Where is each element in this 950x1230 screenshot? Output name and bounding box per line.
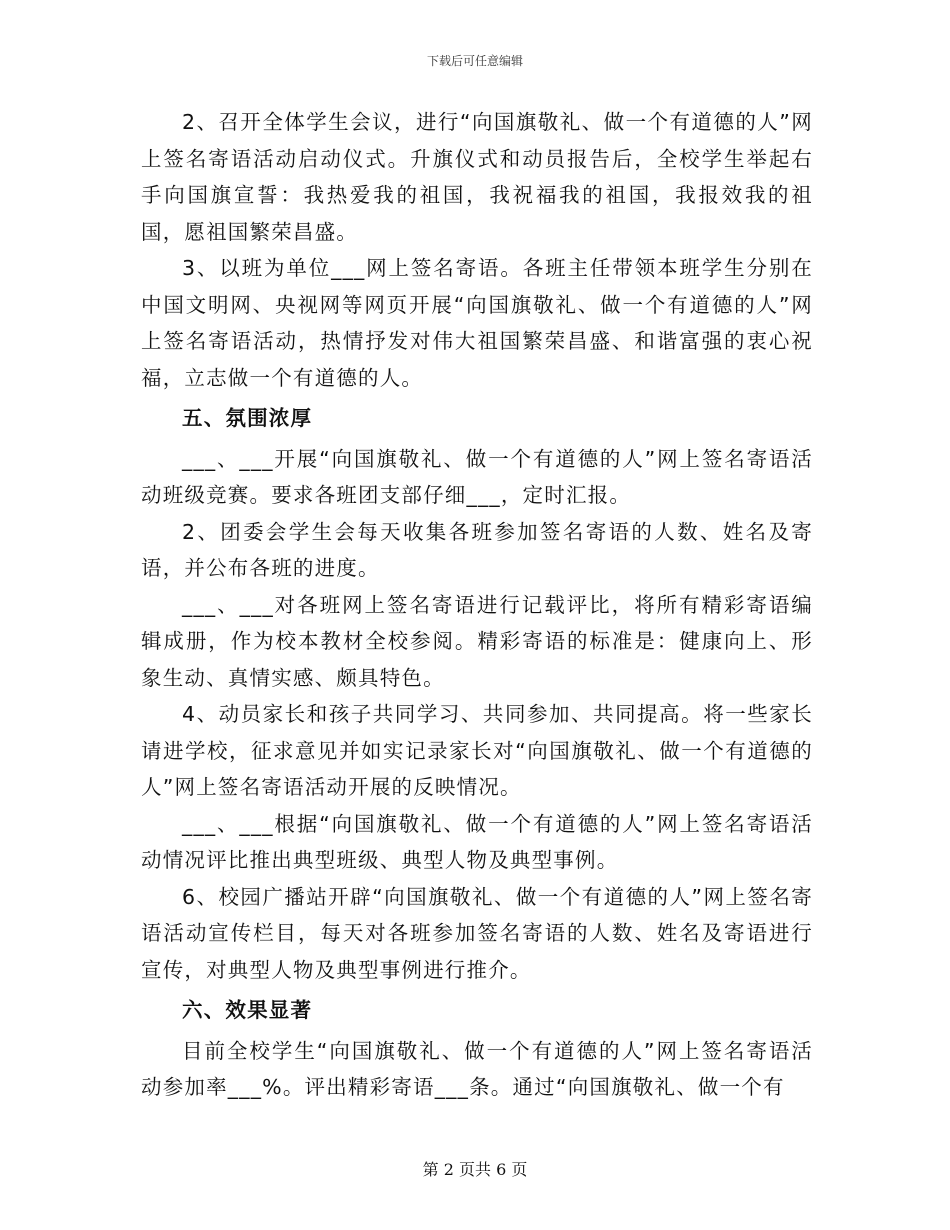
paragraph: 4、动员家长和孩子共同学习、共同参加、共同提高。将一些家长请进学校，征求意见并如实记录家长对“向国旗敬礼、做一个有道德的人”网上签名寄语活动开展的反映情况。 [141, 702, 813, 799]
paragraph: ___、___根据“向国旗敬礼、做一个有道德的人”网上签名寄语活动情况评比推出典型班级、典型人物及典型事例。 [141, 811, 813, 872]
paragraph: 6、校园广播站开辟“向国旗敬礼、做一个有道德的人”网上签名寄语活动宣传栏目，每天对各班参加签名寄语的人数、姓名及寄语进行宣传，对典型人物及典型事例进行推介。 [141, 884, 813, 982]
header-note: 下载后可任意编辑 [426, 54, 523, 68]
paragraph: 3、以班为单位___网上签名寄语。各班主任带领本班学生分别在中国文明网、央视网等网页开展“向国旗敬礼、做一个有道德的人”网上签名寄语活动，热情抒发对伟大祖国繁荣昌盛、和谐富强的衷心祝福，立志做一个有道德的人。 [141, 256, 813, 390]
paragraph: ___、___对各班网上签名寄语进行记载评比，将所有精彩寄语编辑成册，作为校本教材全校参阅。精彩寄语的标准是：健康向上、形象生动、真情实感、颇具特色。 [141, 592, 813, 690]
paragraph: 2、召开全体学生会议，进行“向国旗敬礼、做一个有道德的人”网上签名寄语活动启动仪式。升旗仪式和动员报告后，全校学生举起右手向国旗宣誓：我热爱我的祖国，我祝福我的祖国，我报效我的祖国，愿祖国繁荣昌盛。 [141, 110, 813, 244]
page-number: 第 2 页共 6 页 [422, 1160, 528, 1179]
paragraph: ___、___开展“向国旗敬礼、做一个有道德的人”网上签名寄语活动班级竞赛。要求各班团支部仔细___，定时汇报。 [141, 446, 813, 507]
section-heading: 五、氛围浓厚 [182, 406, 313, 430]
document-body [141, 104, 813, 1106]
paragraph: 2、团委会学生会每天收集各班参加签名寄语的人数、姓名及寄语，并公布各班的进度。 [141, 519, 813, 580]
paragraph: 目前全校学生“向国旗敬礼、做一个有道德的人”网上签名寄语活动参加率___%。评出精彩寄语___条。通过“向国旗敬礼、做一个有 [141, 1038, 813, 1099]
section-heading: 六、效果显著 [182, 998, 313, 1022]
